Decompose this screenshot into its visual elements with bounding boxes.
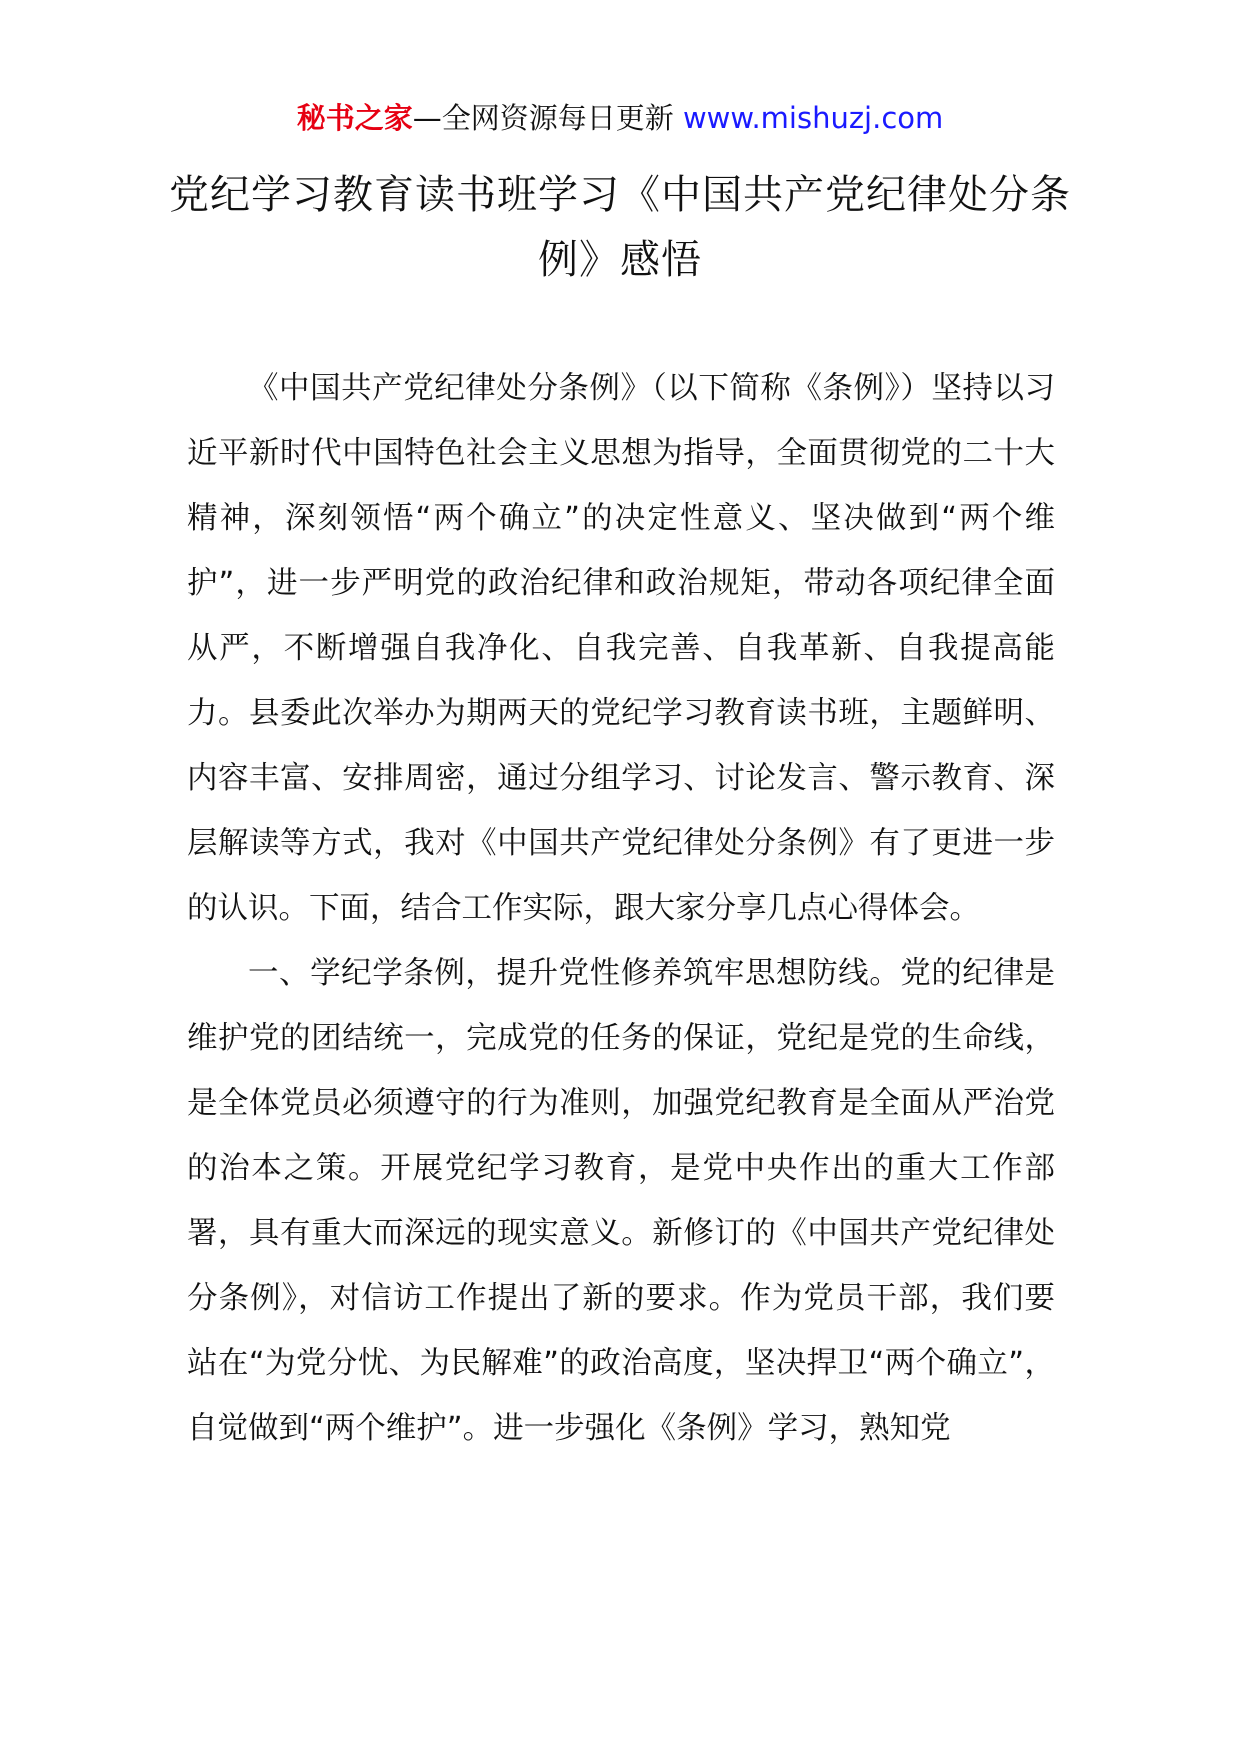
paragraph-intro-text: 《中国共产党纪律处分条例》（以下简称《条例》）坚持以习近平新时代中国特色社会主义思想为指导，全面贯彻党的二十大精神，深刻领悟“两个确立”的决定性意义、坚决做到“两个维护”，进一步严明党的政治纪律和政治规矩，带动各项纪律全面从严，不断增强自我净化、自我完善、自我革新、自我提高能力。县委此次举办为期两天的党纪学习教育读书班，主题鲜明、内容丰富、安排周密，通过分组学习、讨论发言、警示教育、深层解读等方式，我对《中国共产党纪律处分条例》有了更进一步的认识。下面，结合工作实际，跟大家分享几点心得体会。 xyxy=(187,371,1055,926)
document-body xyxy=(187,356,1055,1461)
site-header xyxy=(0,98,1240,138)
site-url-link[interactable]: www.mishuzj.com xyxy=(682,101,944,135)
document-title: 党纪学习教育读书班学习《中国共产党纪律处分条例》感悟 xyxy=(169,172,1071,283)
section-1-heading: 一、学纪学条例，提升党性修养筑牢思想防线。 xyxy=(248,956,901,991)
section-1-text: 党的纪律是维护党的团结统一，完成党的任务的保证，党纪是党的生命线，是全体党员必须遵守的行为准则，加强党纪教育是全面从严治党的治本之策。开展党纪学习教育，是党中央作出的重大工作部署，具有重大而深远的现实意义。新修订的《中国共产党纪律处分条例》，对信访工作提出了新的要求。作为党员干部，我们要站在“为党分忧、为民解难”的政治高度，坚决捍卫“两个确立”，自觉做到“两个维护”。进一步强化《条例》学习，熟知党 xyxy=(187,956,1056,1446)
paragraph-section-1 xyxy=(187,941,1055,1461)
site-brand: 秘书之家 xyxy=(296,101,413,135)
site-slogan: —全网资源每日更新 xyxy=(412,101,674,135)
paragraph-intro xyxy=(187,356,1055,941)
